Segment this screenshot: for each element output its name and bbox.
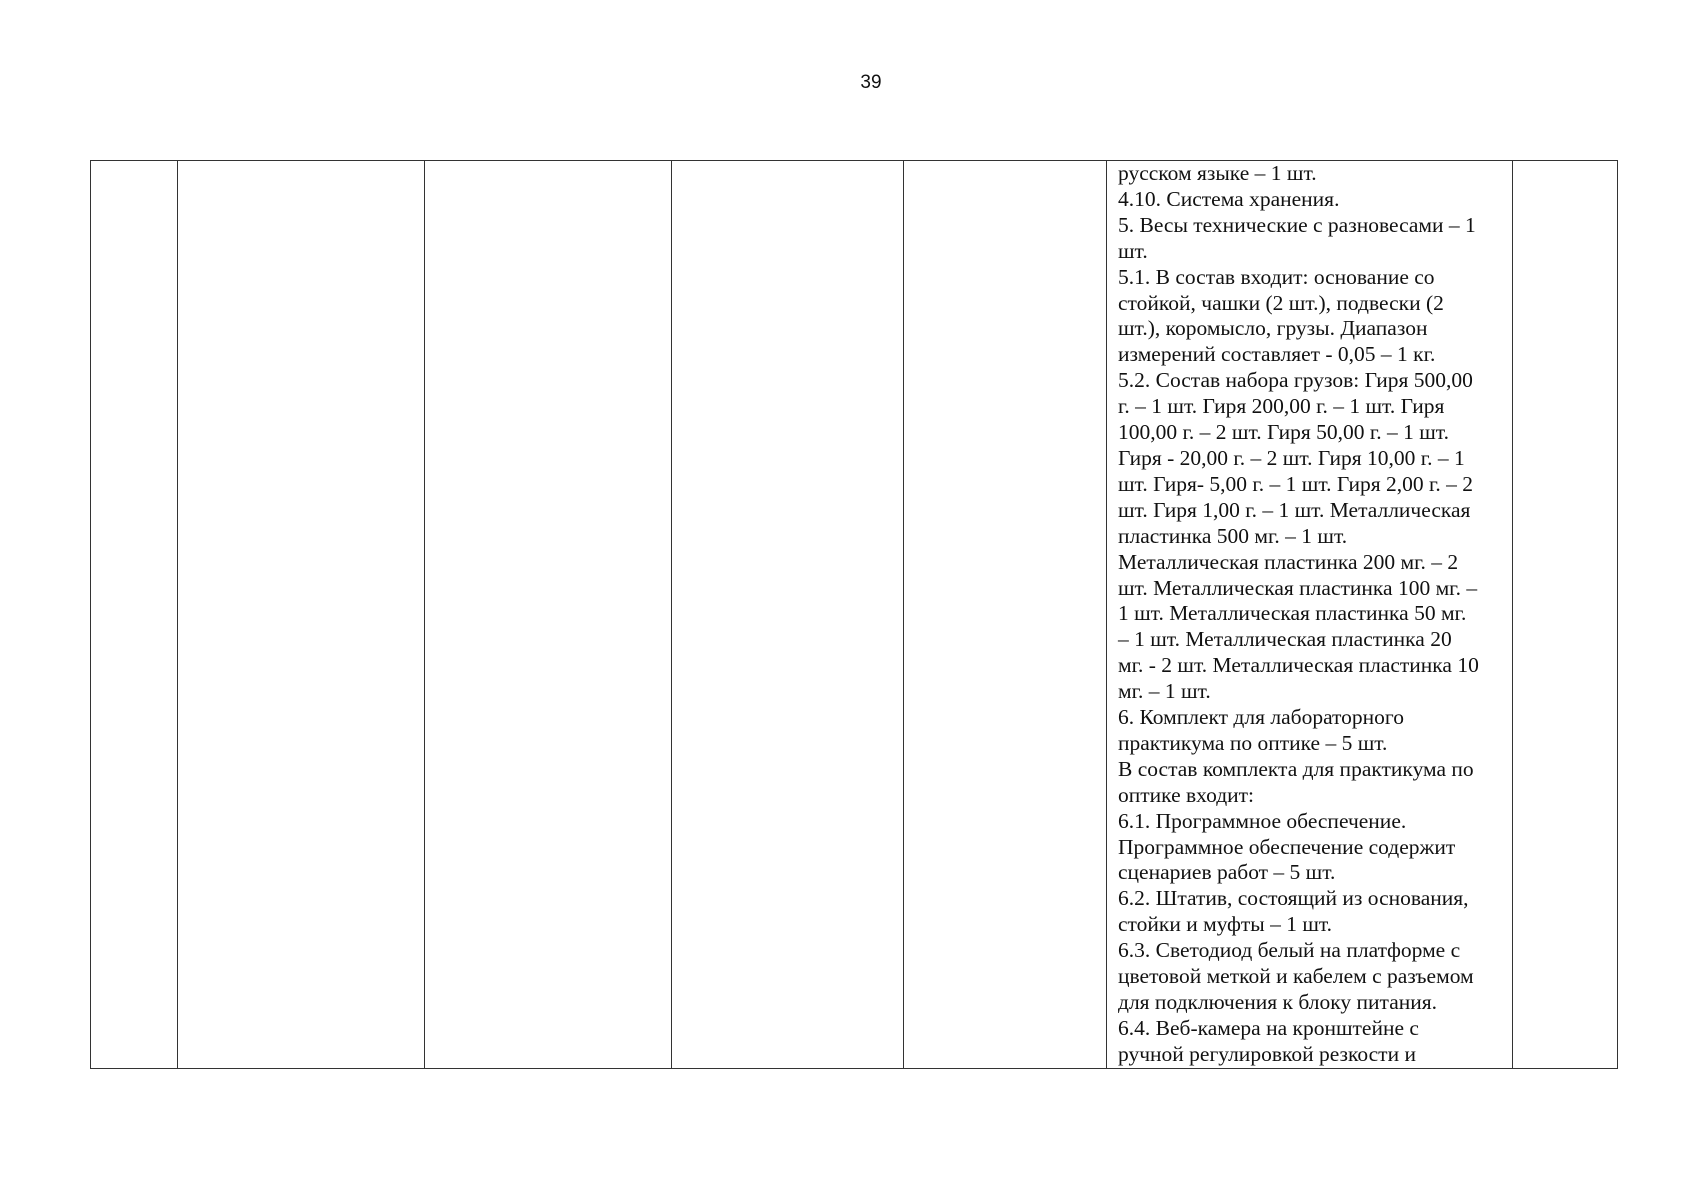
table-cell-col-1 [91, 161, 178, 1069]
spec-line: цветовой меткой и кабелем с разъемом [1118, 964, 1474, 989]
spec-line: стойки и муфты – 1 шт. [1118, 912, 1333, 937]
page-number: 39 [860, 72, 882, 93]
spec-line: стойкой, чашки (2 шт.), подвески (2 [1118, 290, 1444, 315]
spec-line: ручной регулировкой резкости и [1118, 1041, 1416, 1066]
spec-line: 6.4. Веб-камера на кронштейне с [1118, 1015, 1419, 1040]
spec-line: 100,00 г. – 2 шт. Гиря 50,00 г. – 1 шт. [1118, 420, 1449, 445]
spec-line: шт. Гиря- 5,00 г. – 1 шт. Гиря 2,00 г. – 2 [1118, 471, 1474, 496]
spec-line: сценариев работ – 5 шт. [1118, 860, 1336, 885]
spec-line: 5.1. В состав входит: основание со [1118, 264, 1435, 289]
spec-line: Гиря - 20,00 г. – 2 шт. Гиря 10,00 г. – 1 [1118, 445, 1465, 470]
spec-line: 6.3. Светодиод белый на платформе с [1118, 938, 1461, 963]
table-cell-col-4 [672, 161, 904, 1069]
spec-line: 6.1. Программное обеспечение. [1118, 808, 1407, 833]
spec-line: шт. Гиря 1,00 г. – 1 шт. Металлическая [1118, 497, 1471, 522]
spec-line: практикума по оптике – 5 шт. [1118, 730, 1388, 755]
table-cell-specifications [1107, 161, 1513, 1069]
table-row [91, 161, 1618, 1069]
spec-line: мг. - 2 шт. Металлическая пластинка 10 [1118, 653, 1479, 678]
spec-line: Программное обеспечение содержит [1118, 834, 1456, 859]
spec-line: г. – 1 шт. Гиря 200,00 г. – 1 шт. Гиря [1118, 394, 1445, 419]
spec-line: шт. Металлическая пластинка 100 мг. – [1118, 575, 1478, 600]
spec-line: В состав комплекта для практикума по [1118, 756, 1474, 781]
spec-line: измерений составляет - 0,05 – 1 кг. [1118, 342, 1436, 367]
spec-line: шт. [1118, 238, 1148, 263]
spec-line: мг. – 1 шт. [1118, 679, 1211, 704]
spec-line: 4.10. Система хранения. [1118, 186, 1340, 211]
specifications-text [1107, 161, 1512, 1068]
spec-line: 5. Весы технические с разновесами – 1 [1118, 212, 1476, 237]
table-cell-col-3 [425, 161, 672, 1069]
spec-line: 6.2. Штатив, состоящий из основания, [1118, 886, 1469, 911]
spec-line: оптике входит: [1118, 782, 1255, 807]
spec-line: 1 шт. Металлическая пластинка 50 мг. [1118, 601, 1467, 626]
spec-line: пластинка 500 мг. – 1 шт. [1118, 523, 1348, 548]
table-cell-col-7 [1513, 161, 1618, 1069]
spec-line: – 1 шт. Металлическая пластинка 20 [1118, 627, 1452, 652]
table-cell-col-5 [904, 161, 1107, 1069]
spec-line: 5.2. Состав набора грузов: Гиря 500,00 [1118, 368, 1473, 393]
spec-line: для подключения к блоку питания. [1118, 990, 1438, 1014]
spec-line: русском языке – 1 шт. [1118, 161, 1317, 185]
spec-line: шт.), коромысло, грузы. Диапазон [1118, 316, 1428, 341]
spec-line: Металлическая пластинка 200 мг. – 2 [1118, 549, 1459, 574]
spec-line: 6. Комплект для лабораторного [1118, 705, 1404, 730]
table-cell-col-2 [178, 161, 425, 1069]
equipment-spec-table [90, 160, 1618, 1069]
